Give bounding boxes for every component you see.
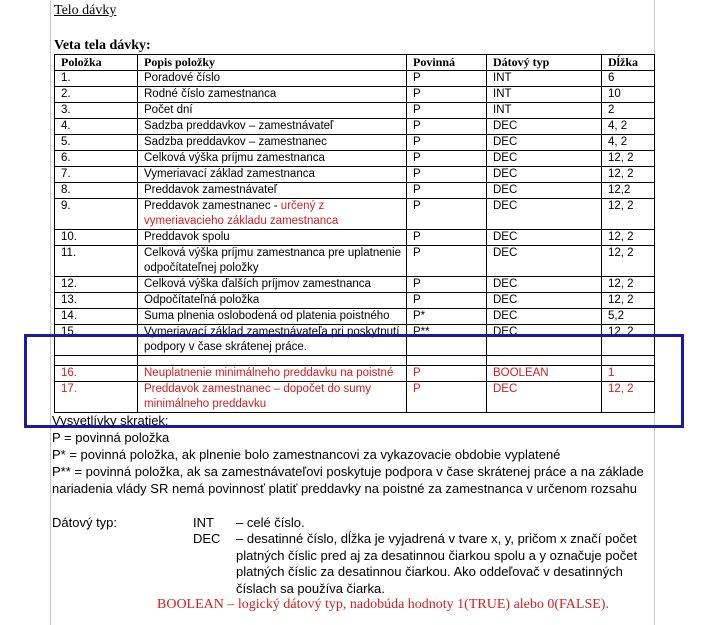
cell-data-type: DEC	[487, 309, 602, 325]
cell-description: Preddavok spolu	[138, 230, 407, 246]
cell-item-number: 15.	[55, 325, 138, 356]
table-row	[55, 119, 655, 135]
cell-description: Celková výška príjmu zamestnanca pre uplatnenie odpočítateľnej položky	[138, 246, 407, 277]
notes-title: Vysvetlívky skratiek:	[52, 413, 169, 428]
cell-data-type: DEC	[487, 325, 602, 356]
table-row	[55, 230, 655, 246]
note-p: P = povinná položka	[52, 430, 170, 445]
cell-data-type: INT	[487, 103, 602, 119]
cell-length: 12, 2	[602, 151, 655, 167]
data-type-int-desc: – celé číslo.	[236, 515, 305, 530]
cell-item-number: 1.	[55, 71, 138, 87]
cell-data-type: DEC	[487, 119, 602, 135]
cell-item-number: 4.	[55, 119, 138, 135]
cell-item-number: 16.	[55, 366, 138, 382]
cell-item-number: 9.	[55, 199, 138, 230]
cell-item-number: 17.	[55, 382, 138, 413]
cell-description: Sadzba preddavkov – zamestnávateľ	[138, 119, 407, 135]
cell-data-type: DEC	[487, 246, 602, 277]
cell-length: 12, 2	[602, 382, 655, 413]
cell-data-type: DEC	[487, 151, 602, 167]
table-row	[55, 246, 655, 277]
table-row	[55, 87, 655, 103]
cell-data-type: DEC	[487, 230, 602, 246]
cell-length: 12, 2	[602, 246, 655, 277]
record-title: Veta tela dávky:	[54, 38, 151, 53]
cell-data-type: INT	[487, 71, 602, 87]
table-row	[55, 199, 655, 230]
cell-required: P	[407, 366, 487, 382]
cell-item-number: 5.	[55, 135, 138, 151]
cell-description: Preddavok zamestnanec – dopočet do sumy minimálneho preddavku	[138, 382, 407, 413]
header-data-type: Dátový typ	[487, 55, 602, 71]
note-p-star: P* = povinná položka, ak plnenie bolo zamestnancovi za vykazovacie obdobie vyplatené	[52, 447, 561, 462]
cell-required: P*	[407, 309, 487, 325]
data-type-boolean: BOOLEAN – logický dátový typ, nadobúda hodnoty 1(TRUE) alebo 0(FALSE).	[157, 597, 609, 612]
cell-description: Rodné číslo zamestnanca	[138, 87, 407, 103]
cell-required: P	[407, 119, 487, 135]
cell-item-number: 12.	[55, 277, 138, 293]
abbreviations-notes	[52, 412, 657, 497]
cell-item-number: 6.	[55, 151, 138, 167]
cell-data-type: INT	[487, 87, 602, 103]
table-row	[55, 293, 655, 309]
cell-item-number: 7.	[55, 167, 138, 183]
cell-item-number: 14.	[55, 309, 138, 325]
data-type-label: Dátový typ:	[52, 515, 118, 530]
cell-length: 12,2	[602, 183, 655, 199]
cell-required: P	[407, 199, 487, 230]
cell-item-number: 10.	[55, 230, 138, 246]
cell-length: 5,2	[602, 309, 655, 325]
cell-required: P	[407, 151, 487, 167]
cell-data-type: DEC	[487, 293, 602, 309]
cell-length: 12, 2	[602, 230, 655, 246]
table-row	[55, 309, 655, 325]
cell-length: 12, 2	[602, 167, 655, 183]
header-length: Dĺžka	[602, 55, 655, 71]
data-type-dec-desc: – desatinné číslo, dĺžka je vyjadrená v tvare x, y, pričom x značí počet platných číslic pred aj za desatinnou čiarkou spolu a y označuje počet platných číslic za desatinnou čiarkou. Ako oddeľovač v desatinných číslach sa používa čiarka.	[236, 531, 638, 596]
cell-description: Poradové číslo	[138, 71, 407, 87]
cell-length: 12, 2	[602, 199, 655, 230]
cell-data-type: DEC	[487, 199, 602, 230]
cell-length: 4, 2	[602, 119, 655, 135]
cell-required: P	[407, 87, 487, 103]
cell-description: Odpočítateľná položka	[138, 293, 407, 309]
cell-description: Neuplatnenie minimálneho preddavku na poistné	[138, 366, 407, 382]
cell-description: Suma plnenia oslobodená od platenia poistného	[138, 309, 407, 325]
cell-description: Preddavok zamestnanec - určený z vymeriavacieho základu zamestnanca	[138, 199, 407, 230]
table-row	[55, 183, 655, 199]
header-description: Popis položky	[138, 55, 407, 71]
cell-item-number: 3.	[55, 103, 138, 119]
cell-required: P	[407, 293, 487, 309]
data-type-dec-code: DEC	[193, 531, 221, 546]
cell-required: P	[407, 167, 487, 183]
cell-item-number: 13.	[55, 293, 138, 309]
cell-description: Vymeriavací základ zamestnanca	[138, 167, 407, 183]
cell-data-type: BOOLEAN	[487, 366, 602, 382]
table-row	[55, 135, 655, 151]
cell-description: Sadzba preddavkov – zamestnanec	[138, 135, 407, 151]
cell-description: Preddavok zamestnávateľ	[138, 183, 407, 199]
cell-length: 1	[602, 366, 655, 382]
cell-description: Vymeriavací základ zamestnávateľa pri poskytnutí podpory v čase skrátenej práce.	[138, 325, 407, 356]
header-item: Položka	[55, 55, 138, 71]
cell-data-type: DEC	[487, 183, 602, 199]
cell-length: 10	[602, 87, 655, 103]
cell-required: P	[407, 230, 487, 246]
table-row	[55, 151, 655, 167]
cell-required: P	[407, 71, 487, 87]
header-required: Povinná	[407, 55, 487, 71]
cell-length: 12, 2	[602, 325, 655, 356]
cell-data-type: DEC	[487, 167, 602, 183]
data-type-int-code: INT	[193, 515, 214, 530]
cell-description: Počet dní	[138, 103, 407, 119]
cell-length: 12, 2	[602, 277, 655, 293]
cell-description: Celková výška príjmu zamestnanca	[138, 151, 407, 167]
cell-length: 12, 2	[602, 293, 655, 309]
cell-required: P	[407, 246, 487, 277]
cell-required: P	[407, 382, 487, 413]
cell-required: P	[407, 277, 487, 293]
cell-item-number: 11.	[55, 246, 138, 277]
cell-length: 4, 2	[602, 135, 655, 151]
cell-data-type: DEC	[487, 277, 602, 293]
cell-data-type: DEC	[487, 382, 602, 413]
cell-required: P	[407, 183, 487, 199]
cell-item-number: 8.	[55, 183, 138, 199]
cell-description: Celková výška ďalších príjmov zamestnanca	[138, 277, 407, 293]
table-row	[55, 71, 655, 87]
cell-item-number: 2.	[55, 87, 138, 103]
note-p-2star: P** = povinná položka, ak sa zamestnávateľovi poskytuje podpora v čase skrátenej práce a na základe nariadenia vlády SR nemá povinnosť platiť preddavky na poistné za zamestnanca v určenom rozsahu	[52, 464, 644, 496]
page-left-edge	[50, 0, 51, 625]
cell-length: 6	[602, 71, 655, 87]
cell-data-type: DEC	[487, 135, 602, 151]
table-header-row	[55, 55, 655, 71]
cell-length: 2	[602, 103, 655, 119]
table-row	[55, 167, 655, 183]
table-row	[55, 277, 655, 293]
cell-required: P	[407, 103, 487, 119]
table-row	[55, 103, 655, 119]
cell-required: P**	[407, 325, 487, 356]
section-title: Telo dávky	[54, 3, 117, 18]
cell-required: P	[407, 135, 487, 151]
